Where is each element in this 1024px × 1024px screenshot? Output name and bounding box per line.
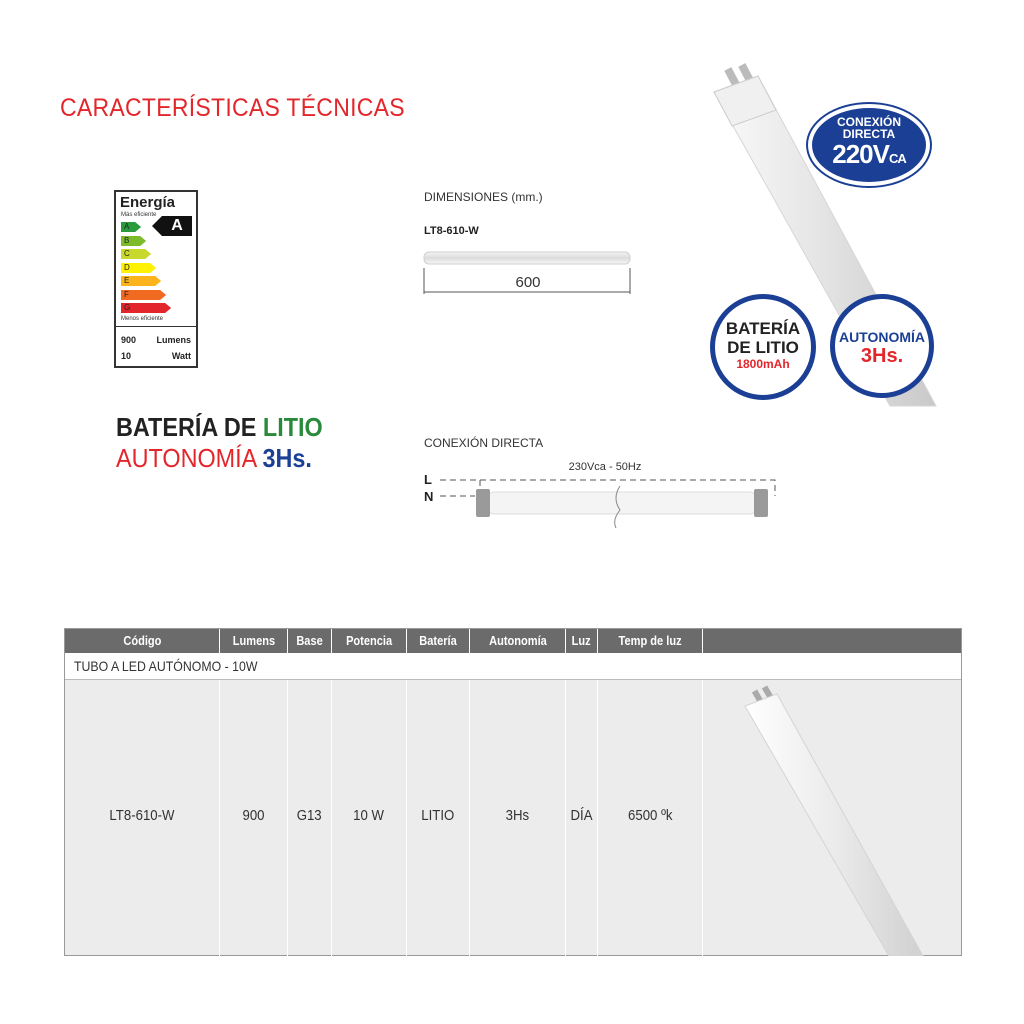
watt-value: 10 — [121, 351, 132, 361]
badge-conexion-voltage — [812, 140, 926, 173]
energy-bar-d: D — [121, 263, 150, 273]
cell-codigo: LT8-610-W — [65, 680, 220, 957]
badge-bateria-line1: BATERÍA — [725, 319, 801, 338]
cell-luz: DÍA — [566, 680, 598, 957]
header-lumens: Lumens — [220, 629, 288, 653]
battery-highlight: LITIO — [262, 412, 323, 442]
header-codigo: Código — [65, 629, 220, 653]
product-thumbnail — [705, 680, 961, 956]
dimensions-code: LT8-610-W — [424, 225, 479, 237]
page-title: CARACTERÍSTICAS TÉCNICAS — [60, 94, 405, 122]
spec-table — [64, 628, 962, 956]
autonomy-heading — [116, 443, 312, 474]
header-bateria: Batería — [407, 629, 470, 653]
energy-bar-b: B — [121, 236, 140, 246]
badge-bateria-line2: DE LITIO — [727, 338, 799, 357]
product-group-label: TUBO A LED AUTÓNOMO - 10W — [74, 658, 258, 674]
watt-unit: Watt — [171, 351, 191, 361]
autonomy-prefix: AUTONOMÍA — [116, 443, 263, 473]
header-temp: Temp de luz — [598, 629, 703, 653]
energy-bar-arrow — [145, 249, 151, 259]
tube-endcap-right — [754, 489, 768, 517]
tube-endcap-left — [476, 489, 490, 517]
energy-bar-e: E — [121, 276, 155, 286]
line-n-label: N — [424, 489, 434, 504]
cell-bateria: LITIO — [407, 680, 470, 957]
header-potencia: Potencia — [332, 629, 407, 653]
watt-stat — [121, 351, 191, 361]
cell-temp: 6500 ºk — [598, 680, 703, 957]
cell-base: G13 — [288, 680, 332, 957]
line-l-label: L — [424, 472, 432, 487]
badge-conexion-line1: CONEXIÓN — [836, 115, 901, 129]
header-base: Base — [288, 629, 332, 653]
energy-bar-arrow — [150, 263, 156, 273]
badge-conexion-line2: DIRECTA — [842, 127, 896, 141]
voltage-label: 230Vca - 50Hz — [568, 461, 642, 473]
autonomy-badge — [830, 294, 934, 398]
connection-diagram — [420, 456, 790, 528]
energy-bar-arrow — [165, 303, 171, 313]
battery-prefix: BATERÍA DE — [116, 412, 263, 442]
energy-heading: Energía — [120, 194, 176, 211]
most-efficient-text: Más eficiente — [121, 212, 157, 218]
energy-bar-arrow — [135, 222, 141, 232]
badge-autonomia-line1: AUTONOMÍA — [838, 329, 926, 345]
badge-autonomia-line2: 3Hs. — [860, 345, 904, 367]
tube-shape — [424, 252, 630, 264]
thumb-tube — [745, 694, 923, 956]
battery-heading — [116, 412, 323, 443]
product-group-row — [65, 653, 961, 680]
lumens-stat — [121, 335, 191, 345]
badge-voltage-unit: CA — [888, 151, 906, 166]
energy-bar-g: G — [121, 303, 165, 313]
energy-bar-a: A — [121, 222, 135, 232]
energy-label — [114, 190, 198, 368]
dimension-diagram — [418, 244, 638, 300]
cell-autonomia: 3Hs — [470, 680, 566, 957]
connection-label: CONEXIÓN DIRECTA — [424, 436, 544, 450]
lumens-value: 900 — [121, 335, 137, 345]
tube-body — [488, 492, 756, 514]
energy-bar-arrow — [140, 236, 146, 246]
lumens-unit: Lumens — [156, 335, 191, 345]
dimension-length: 600 — [515, 274, 541, 291]
header-luz: Luz — [566, 629, 598, 653]
autonomy-highlight: 3Hs. — [262, 443, 312, 473]
badge-bateria-capacity: 1800mAh — [736, 357, 790, 371]
energy-bar-f: F — [121, 290, 160, 300]
cell-lumens: 900 — [220, 680, 288, 957]
least-efficient-text: Menos eficiente — [121, 316, 164, 322]
energy-bar-arrow — [160, 290, 166, 300]
header-image — [703, 629, 961, 653]
energy-class-indicator: A — [162, 216, 192, 236]
energy-bar-c: C — [121, 249, 145, 259]
dimensions-label: DIMENSIONES (mm.) — [424, 190, 543, 204]
table-header — [65, 629, 961, 653]
lithium-battery-badge — [710, 294, 816, 400]
cell-potencia: 10 W — [332, 680, 407, 957]
badge-voltage-value: 220V — [832, 139, 889, 169]
divider — [116, 326, 196, 327]
header-autonomia: Autonomía — [470, 629, 566, 653]
direct-connection-badge — [808, 104, 930, 186]
energy-bar-arrow — [155, 276, 161, 286]
